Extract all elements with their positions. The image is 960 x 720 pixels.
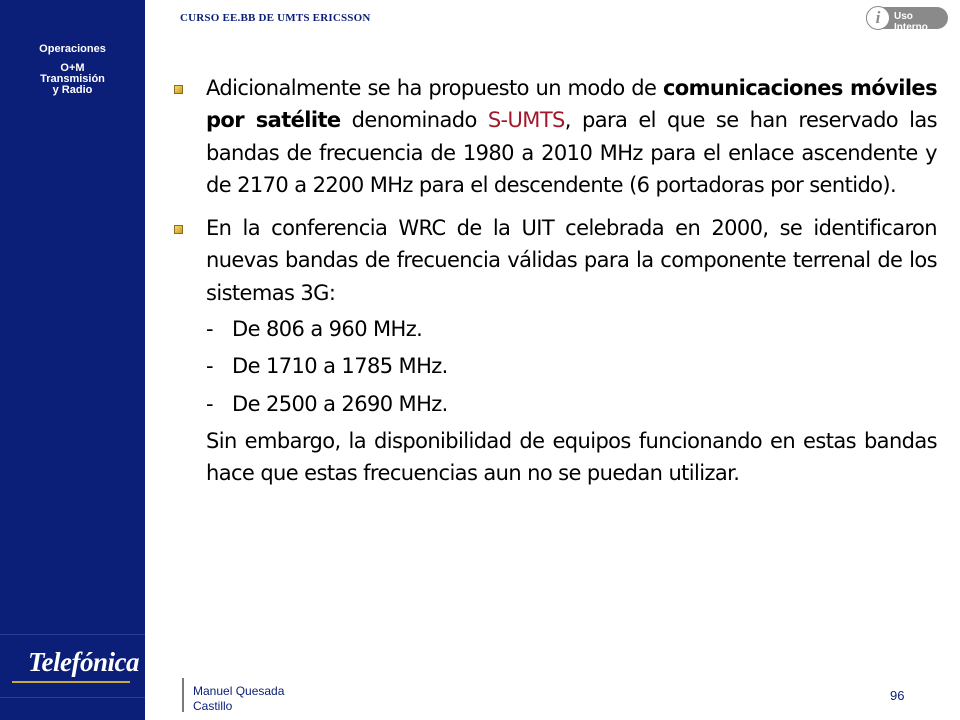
frequency-ranges — [170, 313, 937, 420]
author-line1: Manuel Quesada — [193, 684, 285, 698]
bullet-square-icon — [170, 72, 206, 104]
bullet-square-icon — [170, 212, 206, 244]
course-title: CURSO EE.BB DE UMTS ERICSSON — [180, 12, 371, 24]
bullet-text-part: denominado — [340, 108, 488, 133]
bullet-text — [206, 72, 937, 201]
range-dash: - — [206, 391, 213, 416]
telefonica-logo — [0, 634, 145, 698]
sidebar-title-om: O+M — [60, 62, 85, 74]
s-umts-highlight: S-UMTS — [487, 108, 565, 133]
slide-content — [170, 72, 937, 490]
footer-divider — [182, 678, 184, 712]
author — [193, 684, 284, 714]
bullet-wrc — [170, 212, 937, 309]
sidebar-titles — [0, 44, 145, 96]
info-icon: i — [866, 6, 890, 30]
bullet-satellite — [170, 72, 937, 201]
bullet-text-part: Adicionalmente se ha propuesto un modo de — [206, 76, 663, 100]
logo-underline — [12, 681, 130, 683]
bullet-text: En la conferencia WRC de la UIT celebrada en 2000, se identificaron nuevas bandas de frecuencia válidas para la componente terrenal de los sistemas 3G: — [206, 216, 937, 305]
badge-label: Uso Interno — [894, 11, 928, 33]
sidebar-title-transmision: Transmisión — [40, 73, 105, 85]
range-text: De 806 a 960 MHz. — [232, 317, 423, 342]
range-dash: - — [206, 354, 213, 379]
range-item — [170, 350, 937, 382]
range-dash: - — [206, 317, 213, 342]
bullet-text-part: , para el que se han reservado las bandas de frecuencia de 1980 a 2010 MHz para el enlace ascendente y de 2170 a 2200 MHz para el descendente (6 portadoras por sentido). — [206, 108, 937, 197]
uso-interno-badge — [866, 7, 948, 33]
sidebar — [0, 0, 145, 720]
range-text: De 2500 a 2690 MHz. — [232, 391, 448, 416]
sidebar-title-radio: y Radio — [52, 84, 93, 96]
page-number: 96 — [890, 688, 905, 703]
bullet-bold-text: comunicaciones móviles por satélite — [206, 76, 937, 133]
author-line2: Castillo — [193, 699, 233, 713]
telefonica-logo-text: Telefónica — [28, 647, 139, 677]
sidebar-title-operaciones: Operaciones — [39, 43, 106, 55]
range-item — [170, 388, 937, 420]
range-text: De 1710 a 1785 MHz. — [232, 354, 448, 379]
range-item — [170, 313, 937, 345]
closing-paragraph: Sin embargo, la disponibilidad de equipos funcionando en estas bandas hace que estas frecuencias aun no se puedan utilizar. — [206, 428, 937, 486]
